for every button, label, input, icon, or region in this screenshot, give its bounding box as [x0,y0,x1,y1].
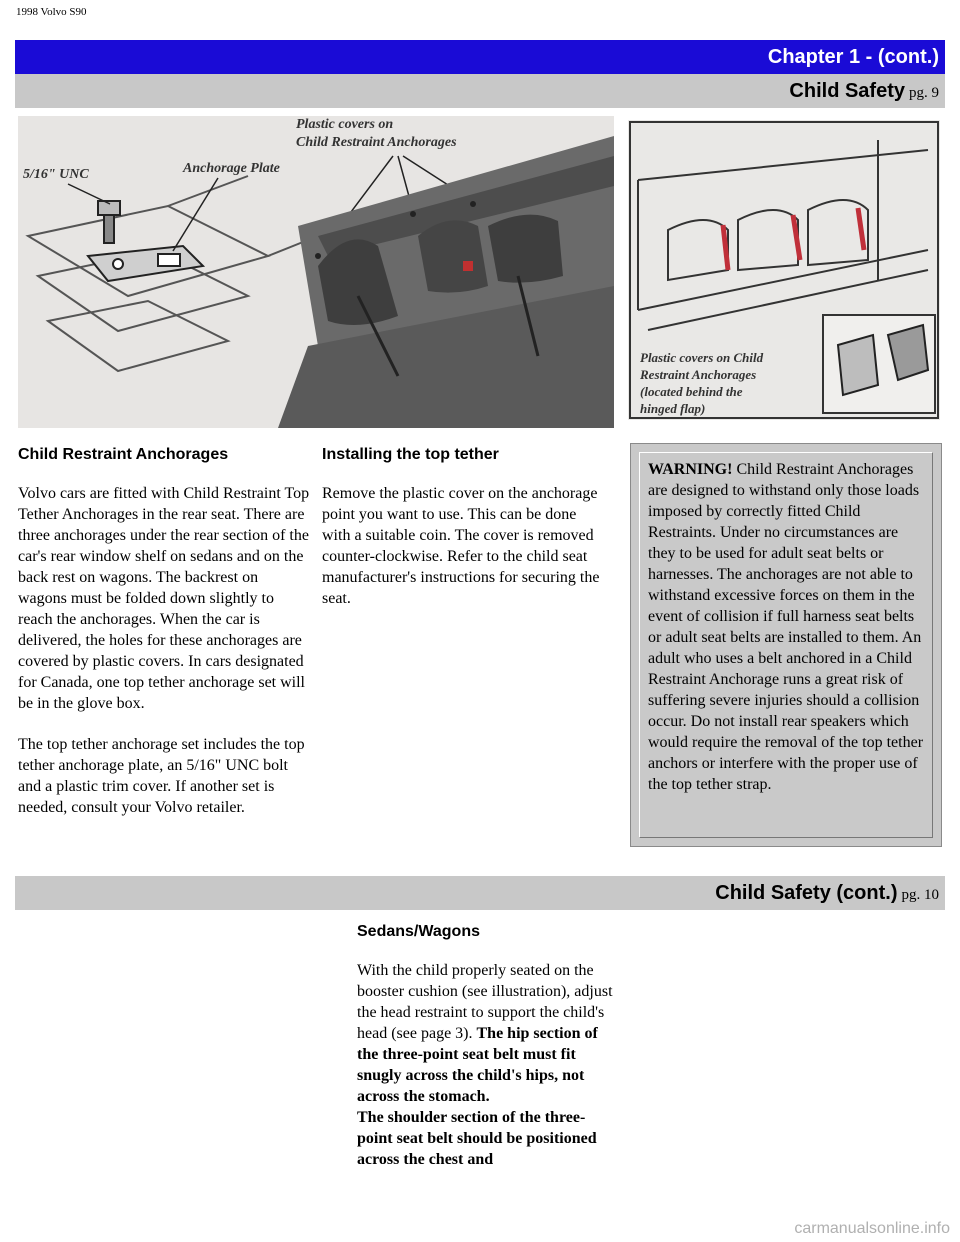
section-page-number: pg. 9 [909,85,939,101]
sedans-wagons-column [357,921,619,1170]
column-heading: Child Restraint Anchorages [18,446,229,463]
child-restraint-anchorages-column [18,444,310,838]
label-plastic-covers-line2: Child Restraint Anchorages [296,135,457,150]
paragraph: Volvo cars are fitted with Child Restraint Top Tether Anchorages in the rear seat. There are three anchorages under the rear section of the car's rear window shelf on sedans and on the back rest on wagons. The backrest on wagons must be folded down slightly to reach the anchorages. When the car is delivered, the holes for these anchorages are covered by plastic covers. In cars designated for Canada, one top tether anchorage set will be in the glove box. [18,485,310,712]
paragraph [357,960,619,1170]
chapter-heading: Chapter 1 - (cont.) [767,46,939,68]
section-title: Child Safety (cont.) [715,882,898,904]
caption-line4: hinged flap) [640,401,706,416]
section-title: Child Safety [789,80,905,102]
caption-line2: Restraint Anchorages [640,367,757,382]
paragraph-emphasis: The shoulder section of the three-point seat belt should be positioned across the chest and [357,1109,597,1168]
paragraph: The top tether anchorage set includes the top tether anchorage plate, an 5/16" UNC bolt and a plastic trim cover. If another set is needed, consult your Volvo retailer. [18,736,305,816]
caption-line3: (located behind the [640,384,743,399]
chapter-heading-bar [15,40,945,74]
label-anchorage-plate: Anchorage Plate [183,161,280,176]
warning-box [630,443,942,847]
label-unc-bolt: 5/16" UNC [23,167,89,182]
document-title: 1998 Volvo S90 [16,6,87,18]
warning-text-panel [639,452,933,838]
installing-top-tether-column [322,444,602,629]
warning-text: Child Restraint Anchorages are designed to withstand only those loads imposed by correctly fitted Child Restraints. Under no circumstances are they to be used for adult seat belts or harnesses. The anchorages are not able to withstand excessive forces on them in the event of collision if full harness seat belts or adult seat belts are installed to them. An adult who uses a belt anchored in a Child Restraint Anchorage runs a great risk of suffering severe injuries should a collision occur. Do not install rear speakers which would require the removal of the top tether anchors or interfere with the proper use of the top tether strap. [648,461,924,793]
column-heading: Installing the top tether [322,446,499,463]
label-plastic-covers-line1: Plastic covers on [296,117,394,132]
wagon-anchorage-illustration [628,120,940,420]
section-heading-bar-2 [15,876,945,910]
section-heading-bar [15,74,945,108]
paragraph-intro: With the child properly seated on the booster cushion (see illustration), adjust the head restraint to support the child's head (see page 3). [357,962,613,1042]
site-watermark: carmanualsonline.info [794,1220,950,1237]
rear-seat-anchorage-illustration [18,116,614,428]
paragraph-emphasis: The hip section of the three-point seat belt must fit snugly across the child's hips, not across the stomach. [357,1025,598,1105]
warning-label: WARNING! [648,461,733,478]
section-page-number: pg. 10 [901,887,939,903]
caption-line1: Plastic covers on Child [640,350,764,365]
column-heading: Sedans/Wagons [357,923,480,940]
paragraph: Remove the plastic cover on the anchorage point you want to use. This can be done with a suitable coin. The cover is removed counter-clockwise. Refer to the child seat manufacturer's instructions for securing the seat. [322,485,600,607]
